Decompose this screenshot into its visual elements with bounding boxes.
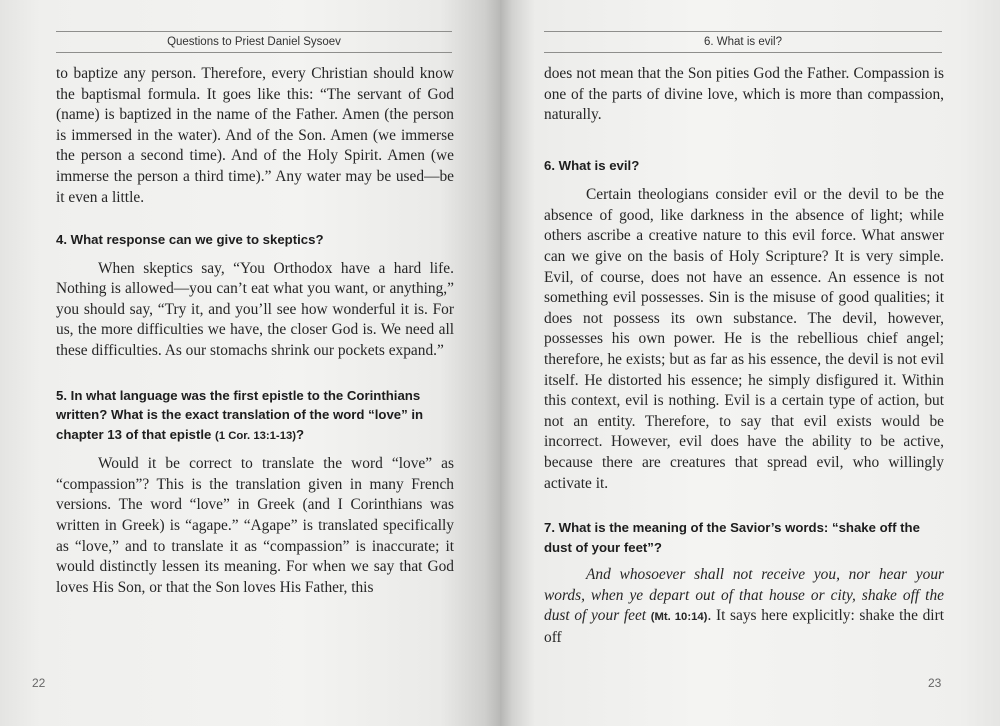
scripture-reference: (Mt. 10:14) (650, 611, 708, 624)
scripture-quote: And whosoever shall not receive you, nor hear your words, when ye depart out of that house or city, shake off the dust of your feet (544, 566, 944, 625)
page-number: 23 (928, 676, 942, 690)
question-4-heading: 4. What response can we give to skeptics? (56, 232, 324, 248)
question-6-answer: Certain theologians consider evil or the devil to be the absence of good, like darkness in the absence of light; while others ascribe a creative nature to this evil force. What answer can we give on the basis of Holy Scripture? It is very simple. Evil, of course, does not have an essence. An essence is not something evil possesses. Sin is the misuse of good qualities; it does not possess its own substance. The devil, however, possesses his own power. He is the rebellious chief angel; therefore, he exists; but as far as his essence, the devil is not evil itself. He distorted his essence; he simply disfigured it. Within this context, evil is nothing. Evil is a certain type of action, but not an entity. Therefore, to say that evil exists would be incorrect. However, evil does have the ability to be active, because there are creatures that spread evil, who willingly activate it. (544, 186, 944, 492)
right-page (500, 0, 1000, 726)
running-head: Questions to Priest Daniel Sysoev (56, 31, 452, 53)
question-5-heading-end: ? (296, 426, 305, 442)
page-number: 22 (32, 676, 46, 690)
paragraph-intro: to baptize any person. Therefore, every Christian should know the baptismal formula. It goes like this: “The servant of God (name) is baptized in the name of the Father. Amen (the person is immersed in the water). And of the Son. Amen (we immerse the person a second time). And of the Holy Spirit. Amen (we immerse the person a third time).” Any water may be used—be it even a little. (56, 65, 454, 206)
scripture-reference: (1 Cor. 13:1-13) (215, 429, 297, 442)
question-5-heading-text: 5. In what language was the first epistle to the Corinthians written? What is the exact translation of the word “love” in chapter 13 of that epistle (56, 387, 424, 442)
question-6-heading: 6. What is evil? (544, 157, 640, 173)
question-5-answer: Would it be correct to translate the word “love” as “compassion”? This is the translation given in many French versions. The word “love” in Greek (and I Corinthians was written in Greek) is “agape.” “Agape” is translated specifically as “love,” and to translate it as “compassion” is inaccurate; it would distinctly lessen its meaning. For when we say that God loves His Son, or that the Son loves His Father, this (56, 455, 454, 596)
question-7-heading: 7. What is the meaning of the Savior’s words: “shake off the dust of your feet”? (544, 520, 920, 555)
text-column (56, 64, 454, 598)
question-5-heading (56, 386, 454, 447)
running-head: 6. What is evil? (544, 31, 942, 53)
question-4-answer: When skeptics say, “You Orthodox have a hard life. Nothing is allowed—you can’t eat what you want, or anything,” you should say, “Try it, and you’ll see how wonderful it is. For us, the more difficulties we have, the closer God is. We need all these difficulties. As our stomachs shrink our pockets expand.” (56, 259, 454, 360)
question-7-answer-text: . It says here explicitly: shake the dirt off (544, 607, 944, 646)
text-column (544, 64, 944, 649)
paragraph-continued: does not mean that the Son pities God the Father. Compassion is one of the parts of divine love, which is more than compassion, naturally. (544, 65, 944, 124)
question-7-answer (544, 565, 944, 648)
